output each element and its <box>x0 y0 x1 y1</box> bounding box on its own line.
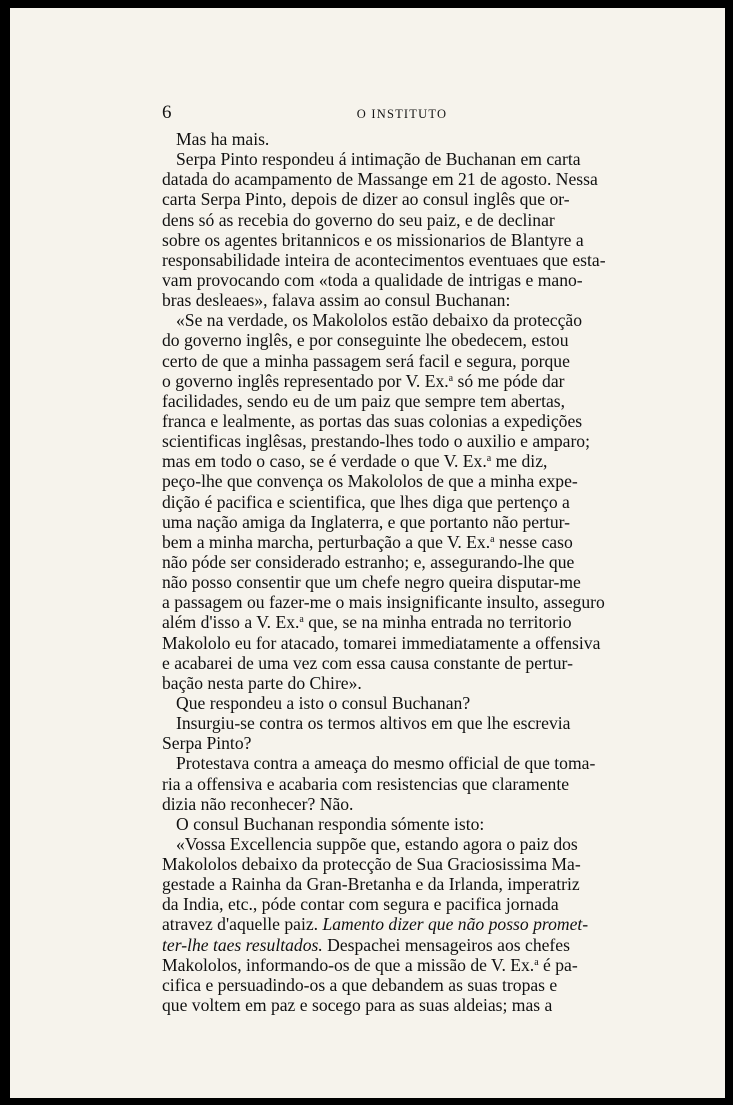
text-line: não póde ser considerado estranho; e, assegurando-lhe que <box>162 551 575 572</box>
text-line: gestade a Rainha da Gran-Bretanha e da Irlanda, imperatriz <box>162 874 580 895</box>
text-line: Makololos debaixo da protecção de Sua Graciosissima Ma- <box>162 854 581 875</box>
text-line: facilidades, sendo eu de um paiz que sempre tem abertas, <box>162 390 566 411</box>
text-line: não posso consentir que um chefe negro queira disputar-me <box>162 572 581 593</box>
text-line: sobre os agentes britannicos e os missionarios de Blantyre a <box>162 229 584 250</box>
italic-phrase: Lamento dizer que não posso promet- <box>318 914 589 935</box>
text-line: a passagem ou fazer-me o mais insignificante insulto, asseguro <box>162 592 605 613</box>
italic-phrase: ter-lhe taes resultados. <box>162 934 323 955</box>
text-line: o governo inglês representado por V. Ex.$^a$ só me póde dar <box>162 370 565 391</box>
text-line: atravez d'aquelle paiz. Lamento dizer que não posso promet- <box>162 914 589 935</box>
text-line: Insurgiu-se contra os termos altivos em que lhe escrevia <box>176 713 571 734</box>
text-line: dens só as recebia do governo do seu paiz, e de declinar <box>162 209 555 230</box>
text-line: Mas ha mais. <box>176 129 270 149</box>
page-number: 6 <box>162 102 172 123</box>
text-line: Makololo eu for atacado, tomarei immediatamente a offensiva <box>162 632 601 653</box>
running-head: O INSTITUTO <box>356 107 448 121</box>
text-line: do governo inglês, e por conseguinte lhe obedecem, estou <box>162 330 569 351</box>
text-line: «Vossa Excellencia suppõe que, estando agora o paiz dos <box>176 833 578 854</box>
text-line: mas em todo o caso, se é verdade o que V. Ex.$^a$ me diz, <box>162 451 548 472</box>
text-line: certo de que a minha passagem será facil e segura, porque <box>162 350 570 371</box>
text-line: carta Serpa Pinto, depois de dizer ao consul inglês que or- <box>162 189 570 210</box>
text-line: responsabilidade inteira de acontecimentos eventuaes que esta- <box>162 249 606 270</box>
text-line: da India, etc., póde contar com segura e pacifica jornada <box>162 894 559 915</box>
text-line: ter-lhe taes resultados. Despachei mensageiros aos chefes <box>162 934 570 955</box>
text-line: Serpa Pinto respondeu á intimação de Buchanan em carta <box>176 149 581 170</box>
text-line: Makololos, informando-os de que a missão de V. Ex.$^a$ é pa- <box>162 954 578 975</box>
text-line: e acabarei de uma vez com essa causa constante de pertur- <box>162 652 573 673</box>
text-line: datada do acampamento de Massange em 21 de agosto. Nessa <box>162 169 598 190</box>
text-line: uma nação amiga da Inglaterra, e que portanto não pertur- <box>162 511 571 532</box>
text-line: cifica e persuadindo-os a que debandem as suas tropas e <box>162 974 558 995</box>
text-line: Que respondeu a isto o consul Buchanan? <box>176 692 471 713</box>
text-line: que voltem em paz e socego para as suas aldeias; mas a <box>162 995 553 1016</box>
text-line: franca e lealmente, as portas das suas colonias a expedições <box>162 410 583 431</box>
body-text <box>162 129 642 1015</box>
text-line: Serpa Pinto? <box>162 733 252 754</box>
text-line: peço-lhe que convença os Makololos de que a minha expe- <box>162 471 578 492</box>
text-line: bação nesta parte do Chire». <box>162 672 362 693</box>
text-line: Protestava contra a ameaça do mesmo official de que toma- <box>176 753 596 774</box>
text-line: vam provocando com «toda a qualidade de intrigas e mano- <box>162 269 583 290</box>
text-line: «Se na verdade, os Makololos estão debaixo da protecção <box>176 310 582 331</box>
page-header <box>162 102 642 126</box>
text-line: ria a offensiva e acabaria com resistencias que claramente <box>162 773 570 794</box>
text-line: scientificas inglêsas, prestando-lhes todo o auxilio e amparo; <box>162 431 590 452</box>
text-line: dizia não reconhecer? Não. <box>162 793 354 814</box>
text-line: O consul Buchanan respondia sómente isto: <box>176 813 485 834</box>
text-line: bras desleaes», falava assim ao consul Buchanan: <box>162 290 511 311</box>
text-line: além d'isso a V. Ex.$^a$ que, se na minha entrada no territorio <box>162 612 572 633</box>
text-line: dição é pacifica e scientifica, que lhes diga que pertenço a <box>162 491 570 512</box>
text-line: bem a minha marcha, perturbação a que V. Ex.$^a$ nesse caso <box>162 531 573 552</box>
